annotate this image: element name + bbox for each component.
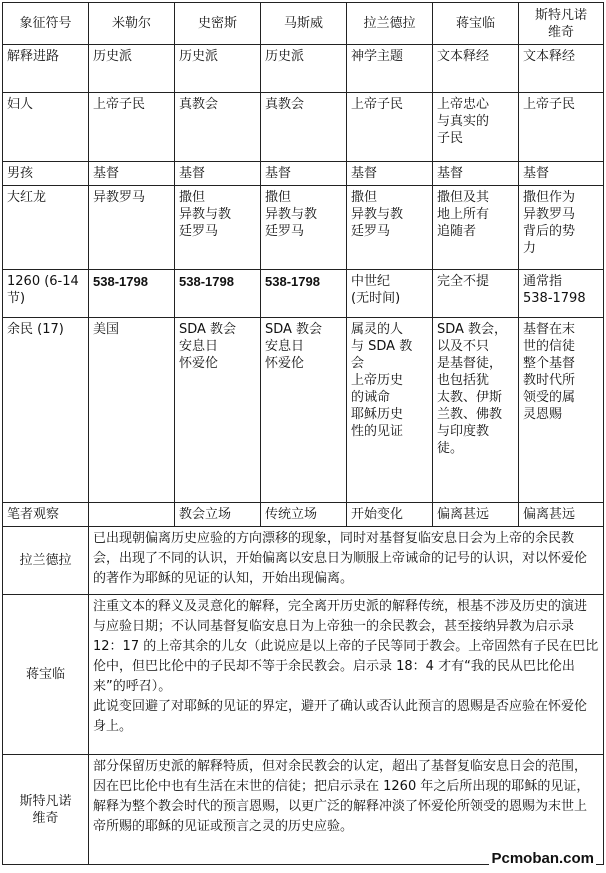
header-cell: 斯特凡诺 维奇: [519, 3, 604, 45]
header-cell: 拉兰德拉: [347, 3, 433, 45]
table-cell: 神学主题: [347, 45, 433, 93]
table-row: [3, 318, 604, 503]
table-cell: SDA 教会， 以及不只 是基督徒， 也包括犹 太教、伊斯 兰教、佛教 与印度教 徒。: [433, 318, 519, 503]
table-cell: 美国: [89, 318, 175, 503]
note-paragraph: 部分保留历史派的解释特质，但对余民教会的认定，超出了基督复临安息日会的范围，因在巴比伦中也有生活在末世的信徒；把启示录在 1260 年之后所出现的耶稣的见证，解释为整个教会时代的预言恩赐，以更广泛的解释冲淡了怀爱伦所领受的恩赐为末世上帝所赐的耶稣的见证或预言之灵的历史应验。: [93, 759, 590, 834]
table-row: [3, 45, 604, 93]
note-paragraph: 已出现朝偏离历史应验的方向漂移的现象，同时对基督复临安息日会为上帝的余民教会，出现了不同的认识，开始偏离以安息日为顺服上帝诫命的记号的认识，对以怀爱伦的著作为耶稣的见证的认知，开始出现偏离。: [93, 531, 588, 586]
note-paragraph: 此说变回避了对耶稣的见证的界定，避开了确认或否认此预言的恩赐是否应验在怀爱伦身上。: [93, 699, 588, 734]
header-cell: 蒋宝临: [433, 3, 519, 45]
table-cell: 上帝子民: [347, 93, 433, 162]
watermark: Pcmoban.com: [491, 850, 594, 867]
table-cell: 基督: [175, 162, 261, 186]
table-cell: 基督: [519, 162, 604, 186]
table-cell: 基督: [261, 162, 347, 186]
table-cell: 撒但 异教与教 廷罗马: [261, 186, 347, 270]
table-cell: 538-1798: [89, 270, 175, 318]
table-cell: 属灵的人 与 SDA 教 会 上帝历史 的诫命 耶稣历史 性的见证: [347, 318, 433, 503]
table-cell: 文本释经: [433, 45, 519, 93]
table-cell: 历史派: [261, 45, 347, 93]
table-cell: 开始变化: [347, 503, 433, 527]
note-paragraph: 注重文本的释义及灵意化的解释，完全离开历史派的解释传统，根基不涉及历史的演进与应验日期；不认同基督复临安息日为上帝独一的余民教会，甚至接纳异教为启示录 12：17 的上帝其余的儿女（此说应是以上帝的子民等同于教会。上帝固然有子民在巴比伦中，但巴比伦中的子民却不等于余民教会。启示录 18：4 才有“我的民从巴比伦出来”的呼召）。: [93, 599, 599, 694]
table-cell: 传统立场: [261, 503, 347, 527]
table-cell: SDA 教会 安息日 怀爱伦: [175, 318, 261, 503]
table-cell: 撒但作为 异教罗马 背后的势 力: [519, 186, 604, 270]
table-cell: 历史派: [89, 45, 175, 93]
table-row: [3, 270, 604, 318]
table-cell: 真教会: [175, 93, 261, 162]
table-row: [3, 186, 604, 270]
row-label: 1260 (6-14 节): [3, 270, 89, 318]
table-cell: SDA 教会 安息日 怀爱伦: [261, 318, 347, 503]
note-row: [3, 595, 604, 755]
header-cell: 史密斯: [175, 3, 261, 45]
header-cell: 象征符号: [3, 3, 89, 45]
note-row: [3, 755, 604, 865]
table-row: [3, 503, 604, 527]
header-cell: 马斯威: [261, 3, 347, 45]
table-cell: 偏离甚远: [519, 503, 604, 527]
table-cell: 文本释经: [519, 45, 604, 93]
row-label: 妇人: [3, 93, 89, 162]
table-cell: 上帝子民: [89, 93, 175, 162]
table-cell: 异教罗马: [89, 186, 175, 270]
table-cell: 撒但及其 地上所有 追随者: [433, 186, 519, 270]
note-label: 拉兰德拉: [3, 527, 89, 595]
row-label: 解释进路: [3, 45, 89, 93]
table-cell: 中世纪 (无时间): [347, 270, 433, 318]
header-row: [3, 3, 604, 45]
table-cell: 基督: [89, 162, 175, 186]
table-cell: 基督在末 世的信徒 整个基督 教时代所 领受的属 灵恩赐: [519, 318, 604, 503]
note-body: [89, 527, 604, 595]
row-label: 大红龙: [3, 186, 89, 270]
table-cell: 上帝子民: [519, 93, 604, 162]
table-cell: 通常指 538-1798: [519, 270, 604, 318]
table-cell: 撒但 异教与教 廷罗马: [175, 186, 261, 270]
table-cell: 历史派: [175, 45, 261, 93]
table-cell: 撒但 异教与教 廷罗马: [347, 186, 433, 270]
table-cell: 偏离甚远: [433, 503, 519, 527]
note-body: [89, 755, 604, 865]
note-label: 蒋宝临: [3, 595, 89, 755]
table-row: [3, 93, 604, 162]
table-cell: 538-1798: [175, 270, 261, 318]
row-label: 男孩: [3, 162, 89, 186]
table-cell: 教会立场: [175, 503, 261, 527]
row-label: 笔者观察: [3, 503, 89, 527]
table-cell: 基督: [347, 162, 433, 186]
table-cell: [89, 503, 175, 527]
table-cell: 上帝忠心 与真实的 子民: [433, 93, 519, 162]
row-label: 余民 (17): [3, 318, 89, 503]
note-body: [89, 595, 604, 755]
table-row: [3, 162, 604, 186]
header-cell: 米勒尔: [89, 3, 175, 45]
note-row: [3, 527, 604, 595]
note-label: 斯特凡诺 维奇: [3, 755, 89, 865]
table-cell: 真教会: [261, 93, 347, 162]
table-cell: 完全不提: [433, 270, 519, 318]
table-cell: 538-1798: [261, 270, 347, 318]
comparison-table: [2, 2, 604, 865]
table-cell: 基督: [433, 162, 519, 186]
